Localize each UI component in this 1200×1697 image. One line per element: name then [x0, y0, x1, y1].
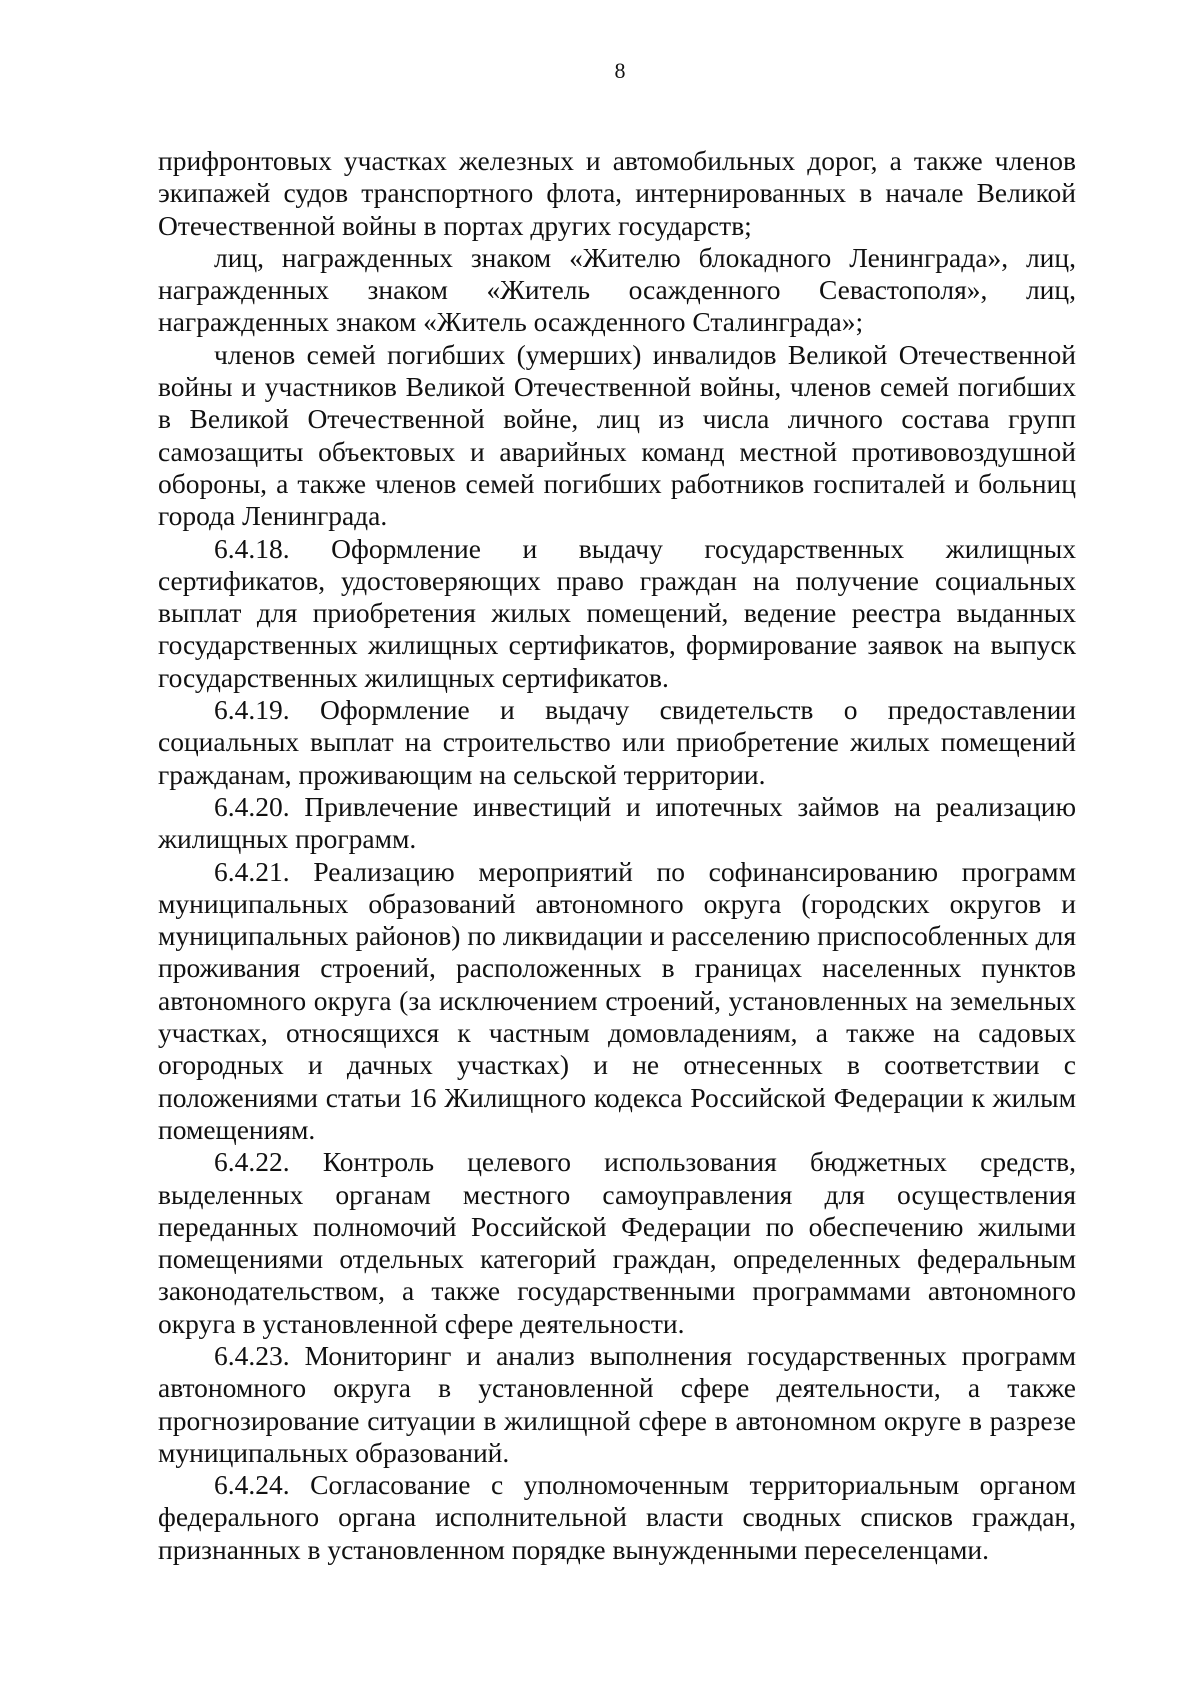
- paragraph-6-4-24: 6.4.24. Согласование с уполномоченным территориальным органом федерального органа исполнительной власти сводных списков граждан, признанных в установленном порядке вынужденными переселенцами.: [158, 1469, 1076, 1565]
- paragraph-6-4-23: 6.4.23. Мониторинг и анализ выполнения государственных программ автономного округа в установленной сфере деятельности, а также прогнозирование ситуации в жилищной сфере в автономном округе в разрезе муниципальных образований.: [158, 1339, 1076, 1468]
- paragraph-family-members: членов семей погибших (умерших) инвалидов Великой Отечественной войны и участников Великой Отечественной войны, членов семей погибших в Великой Отечественной войне, лиц из числа личного состава групп самозащиты объектовых и аварийных команд местной противовоздушной обороны, а также членов семей погибших работников госпиталей и больниц города Ленинграда.: [158, 338, 1076, 532]
- paragraph-6-4-19: 6.4.19. Оформление и выдачу свидетельств о предоставлении социальных выплат на строительство или приобретение жилых помещений гражданам, проживающим на сельской территории.: [158, 694, 1076, 790]
- paragraph-continuation: прифронтовых участках железных и автомобильных дорог, а также членов экипажей судов транспортного флота, интернированных в начале Великой Отечественной войны в портах других государств;: [158, 145, 1076, 241]
- paragraph-6-4-20: 6.4.20. Привлечение инвестиций и ипотечных займов на реализацию жилищных программ.: [158, 790, 1076, 855]
- paragraph-blockade-awards: лиц, награжденных знаком «Жителю блокадного Ленинграда», лиц, награжденных знаком «Житель осажденного Севастополя», лиц, награжденных знаком «Житель осажденного Сталинграда»;: [158, 241, 1076, 338]
- paragraph-6-4-21: 6.4.21. Реализацию мероприятий по софинансированию программ муниципальных образований автономного округа (городских округов и муниципальных районов) по ликвидации и расселению приспособленных для проживания строений, расположенных в границах населенных пунктов автономного округа (за исключением строений, установленных на земельных участках, относящихся к частным домовладениям, а также на садовых огородных и дачных участках) и не отнесенных в соответствии с положениями статьи 16 Жилищного кодекса Российской Федерации к жилым помещениям.: [158, 855, 1076, 1145]
- document-body: [158, 145, 1076, 1566]
- paragraph-6-4-18: 6.4.18. Оформление и выдачу государственных жилищных сертификатов, удостоверяющих право граждан на получение социальных выплат для приобретения жилых помещений, ведение реестра выданных государственных жилищных сертификатов, формирование заявок на выпуск государственных жилищных сертификатов.: [158, 532, 1076, 693]
- paragraph-6-4-22: 6.4.22. Контроль целевого использования бюджетных средств, выделенных органам местного самоуправления для осуществления переданных полномочий Российской Федерации по обеспечению жилыми помещениями отдельных категорий граждан, определенных федеральным законодательством, а также государственными программами автономного округа в установленной сфере деятельности.: [158, 1146, 1076, 1339]
- page-number: 8: [614, 58, 626, 83]
